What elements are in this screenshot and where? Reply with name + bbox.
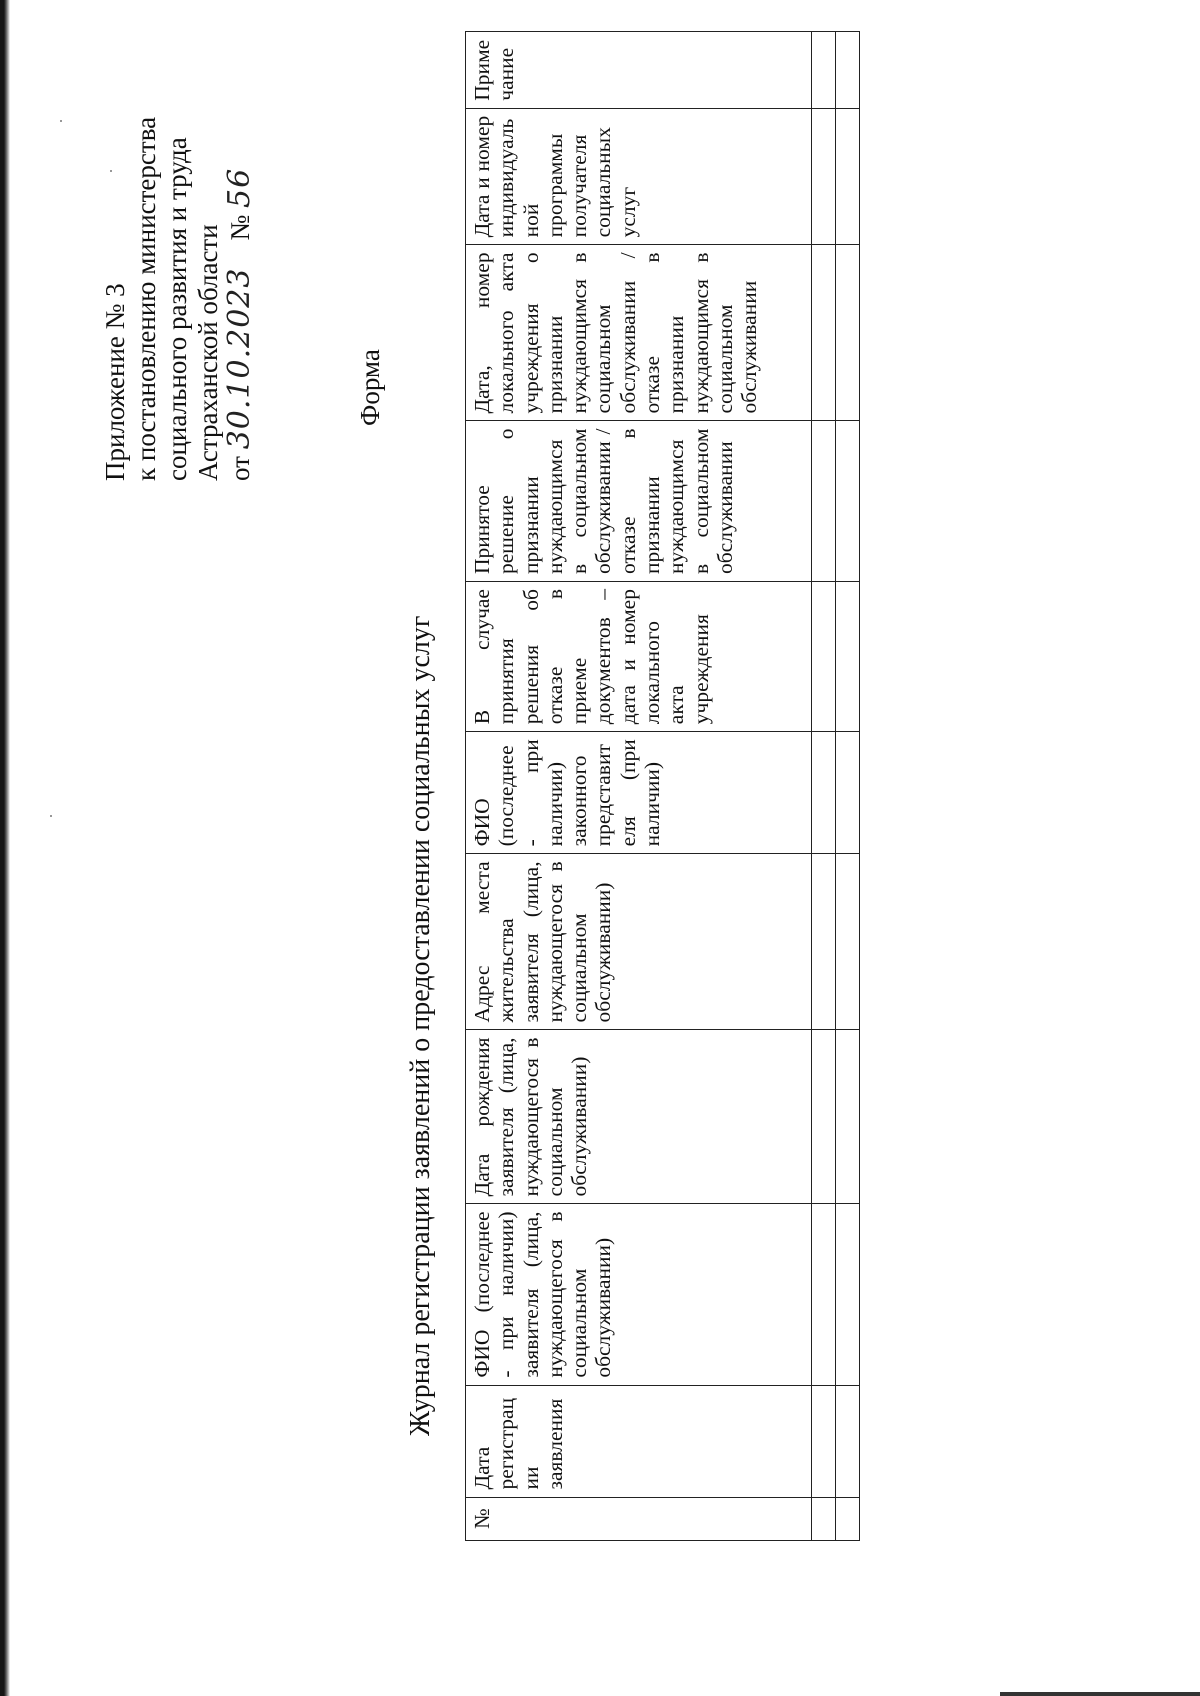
table-cell: [836, 1497, 860, 1540]
column-header-decision: Принятое решение о признании нуждающимся в социальном обслуживании /отказе в признании нуждающимся в социальном обслуживании: [466, 421, 812, 582]
table-cell: [836, 1204, 860, 1385]
column-header-representative-name: ФИО (последнее - при наличии) законного представителя (при наличии): [466, 732, 812, 854]
handwritten-date: 30.10.2023: [222, 267, 257, 450]
form-label: Форма: [355, 349, 385, 426]
table-cell: [836, 582, 860, 732]
date-prefix: от: [225, 456, 255, 481]
table-cell: [812, 245, 836, 421]
handwritten-number: 56: [222, 167, 257, 208]
column-header-birth-date: Дата рождения заявителя (лица, нуждающегося в социальном обслуживании): [466, 1030, 812, 1204]
table-cell: [836, 1030, 860, 1204]
appendix-date-line: [224, 61, 256, 481]
table-cell: [812, 108, 836, 245]
column-header-applicant-name: ФИО (последнее - при наличии) заявителя (лица, нуждающегося в социальном обслуживании): [466, 1204, 812, 1385]
table-row: [812, 32, 836, 1541]
table-cell: [812, 1497, 836, 1540]
table-cell: [812, 582, 836, 732]
table-cell: [836, 108, 860, 245]
number-prefix: №: [225, 214, 255, 241]
column-header-refusal-act: В случае принятия решения об отказе в приеме документов – дата и номер локального акта учреждения: [466, 582, 812, 732]
appendix-number: Приложение № 3: [100, 283, 130, 481]
column-header-local-act: Дата, номер локального акта учреждения о признании нуждающимся в социальном обслуживании /отказе в признании нуждающимся в социальном обслуживании: [466, 245, 812, 421]
table-cell: [836, 421, 860, 582]
table-cell: [812, 854, 836, 1030]
registration-table: [465, 31, 860, 1541]
appendix-header: [100, 61, 256, 481]
column-header-note: Примечание: [466, 32, 812, 109]
table-cell: [836, 1385, 860, 1497]
table-cell: [812, 1030, 836, 1204]
table-row: [836, 32, 860, 1541]
table-header-row: [466, 32, 812, 1541]
journal-title: Журнал регистрации заявлений о предоставлении социальных услуг: [405, 615, 436, 1436]
table-cell: [812, 1385, 836, 1497]
table-cell: [812, 732, 836, 854]
table-cell: [812, 1204, 836, 1385]
table-cell: [812, 421, 836, 582]
table-cell: [836, 32, 860, 109]
table-cell: [836, 732, 860, 854]
column-header-number: №: [466, 1497, 812, 1540]
appendix-line-2: социального развития и труда: [162, 137, 192, 481]
table-cell: [812, 32, 836, 109]
column-header-individual-program: Дата и номер индивидуальной программы получателя социальных услуг: [466, 108, 812, 245]
table-cell: [836, 245, 860, 421]
appendix-line-3: Астраханской области: [193, 224, 223, 481]
table-cell: [836, 854, 860, 1030]
column-header-registration-date: Дата регистрации заявления: [466, 1385, 812, 1497]
column-header-address: Адрес места жительства заявителя (лица, нуждающегося в социальном обслуживании): [466, 854, 812, 1030]
appendix-line-1: к постановлению министерства: [131, 116, 161, 481]
